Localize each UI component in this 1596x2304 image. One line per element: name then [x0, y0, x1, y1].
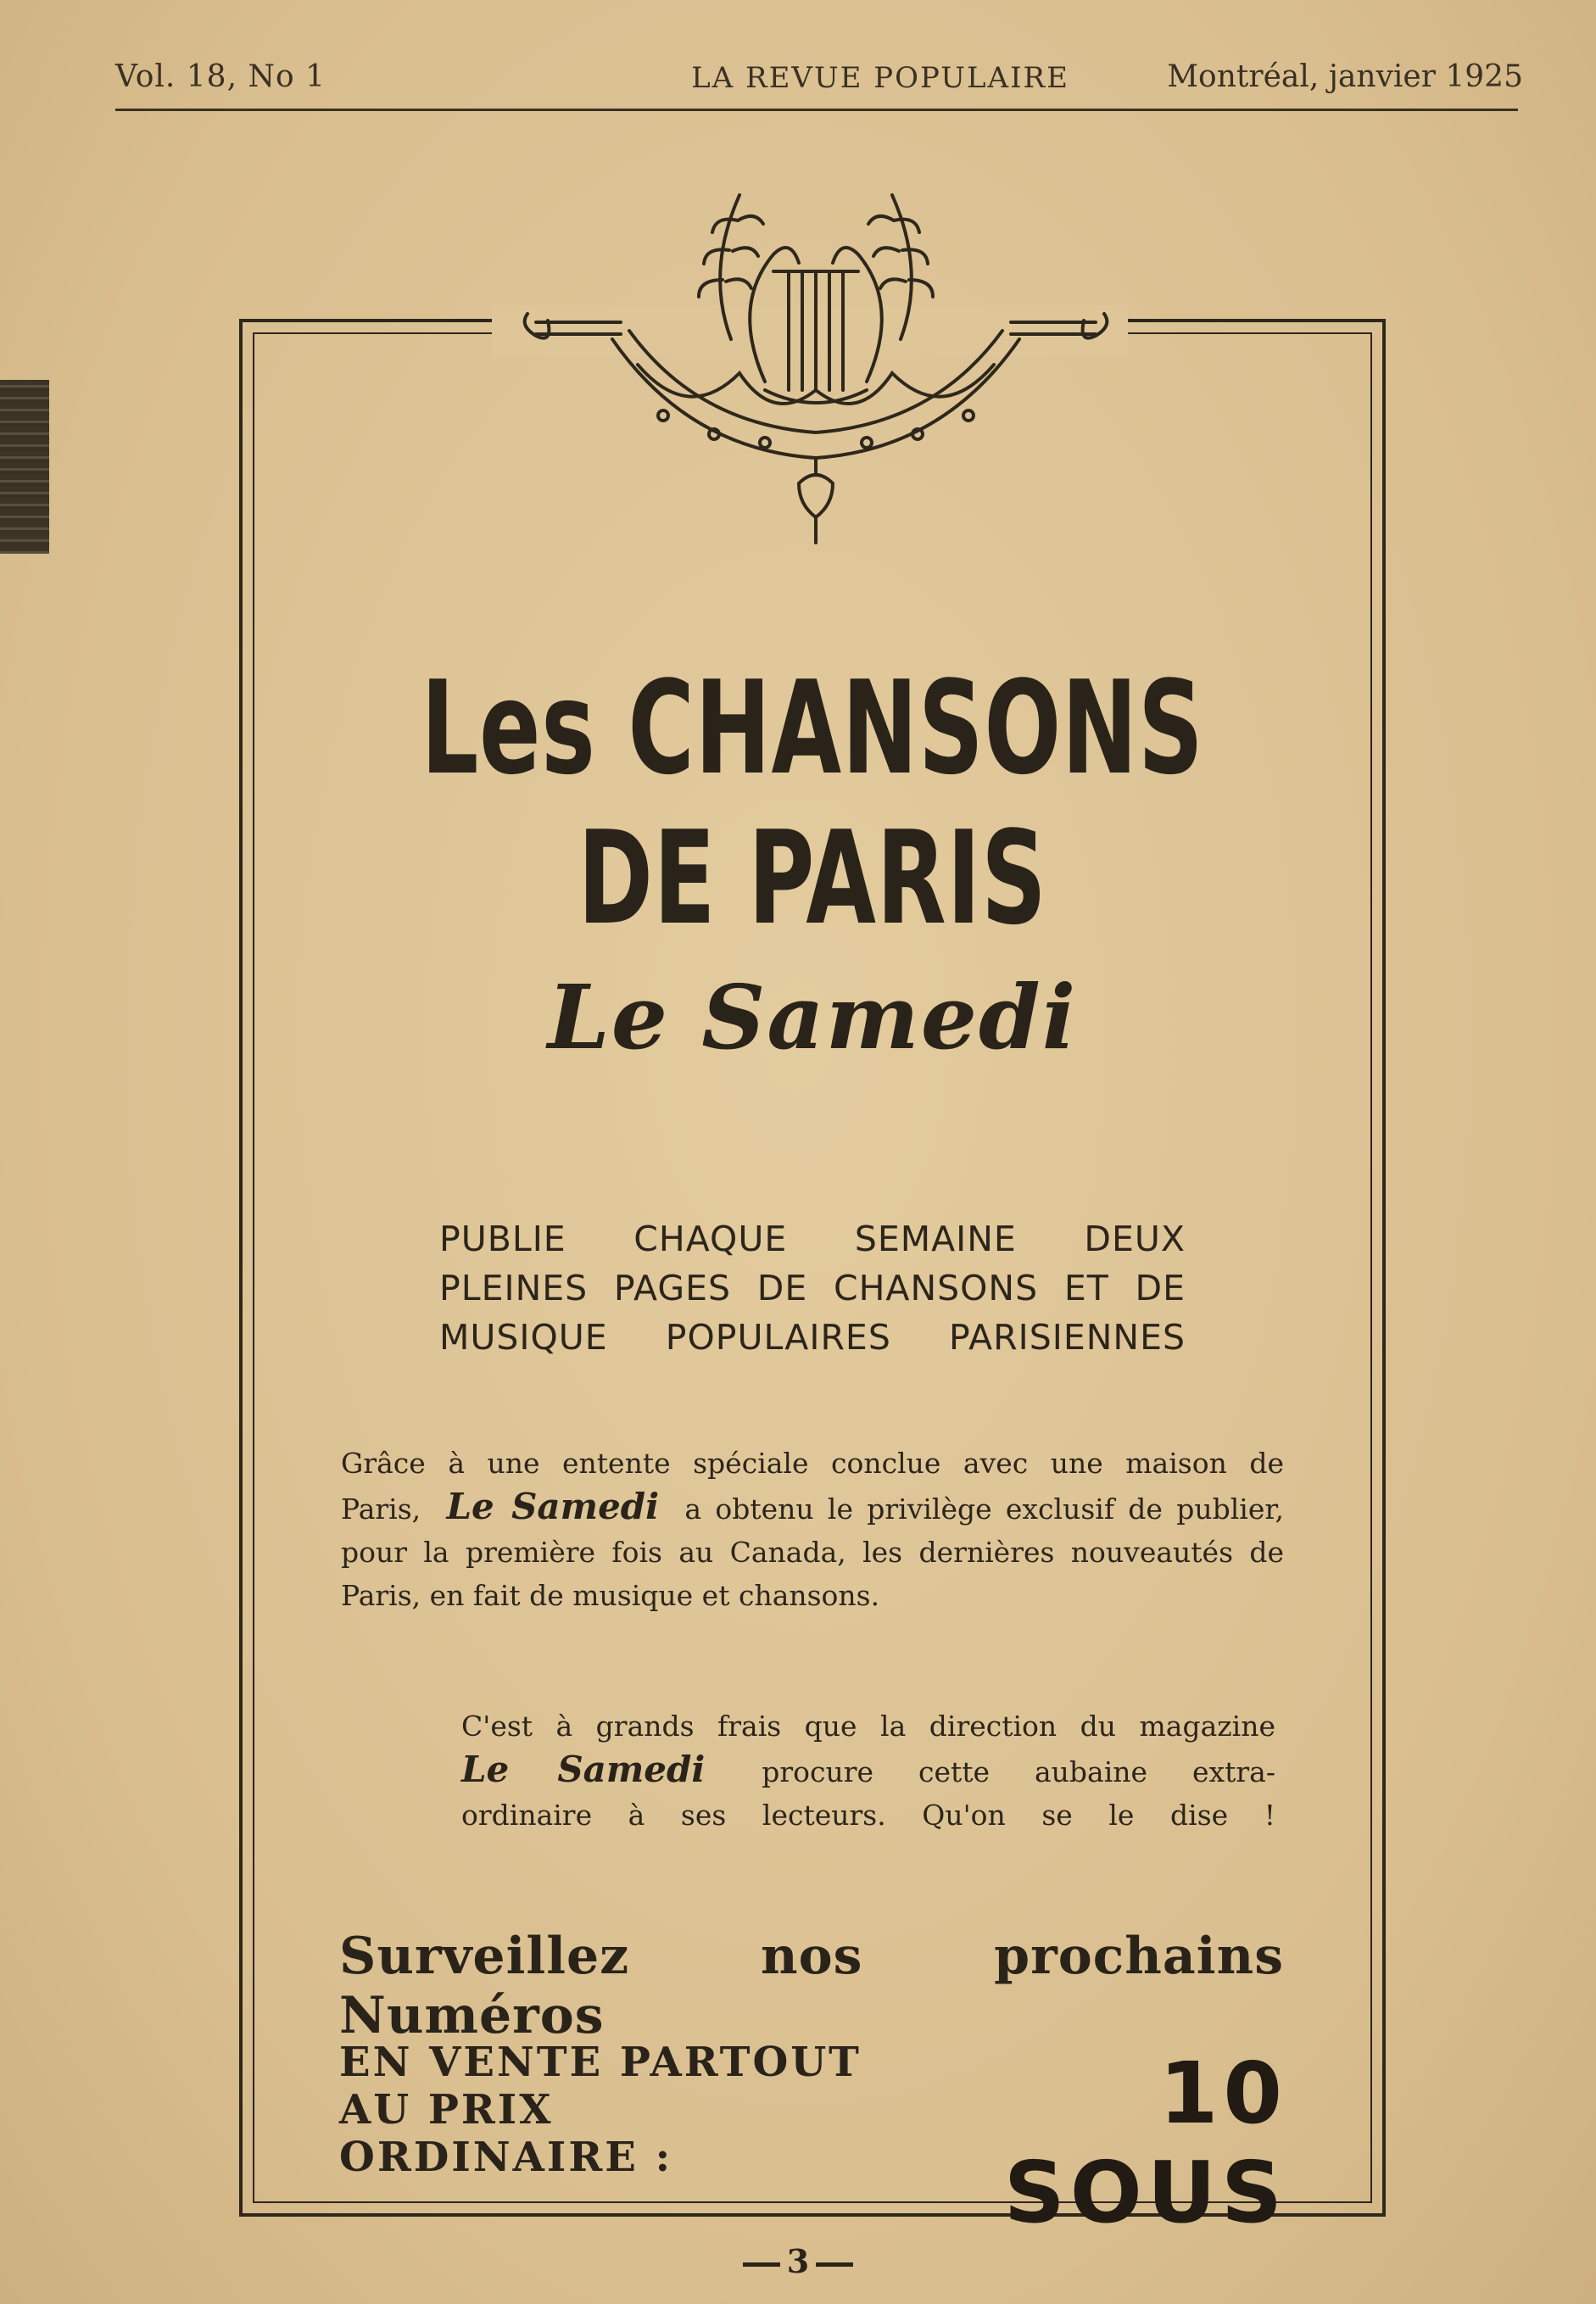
- ad-headline-caps: [439, 1214, 1186, 1362]
- caps-line: MUSIQUE POPULAIRES PARISIENNES: [439, 1317, 1186, 1358]
- caps-line: PUBLIE CHAQUE SEMAINE DEUX: [439, 1219, 1186, 1259]
- body-paragraph-2: [461, 1704, 1275, 1837]
- page-number: [730, 2242, 866, 2280]
- body-paragraph-1: [341, 1442, 1284, 1617]
- para1-line2-start: Paris,: [341, 1492, 421, 1526]
- publication-title: LA REVUE POPULAIRE: [691, 61, 1069, 95]
- page-number-dash: [816, 2262, 853, 2267]
- para2-line: ordinaire à ses lecteurs. Qu'on se le dise !: [461, 1799, 1275, 1832]
- para1-line: [341, 1485, 1284, 1531]
- para2-line: C'est à grands frais que la direction du magazine: [461, 1710, 1275, 1743]
- price: 10 SOUS: [1003, 2044, 1287, 2242]
- book-binding-edge: [0, 380, 49, 554]
- para2-line2-end: procure cette aubaine extra-: [762, 1755, 1275, 1788]
- para1-line: pour la première fois au Canada, les dernières nouveautés de: [341, 1536, 1284, 1569]
- issue-date: Montréal, janvier 1925: [1167, 59, 1523, 94]
- volume-number: Vol. 18, No 1: [115, 59, 326, 94]
- lyre-laurel-ornament-icon: [519, 170, 1113, 551]
- para2-line: [461, 1748, 1275, 1794]
- brand-inline-le-samedi: Le Samedi: [461, 1749, 706, 1790]
- sale-line: EN VENTE PARTOUT: [339, 2039, 862, 2086]
- sale-notice: [339, 2039, 865, 2181]
- running-header: [115, 59, 1523, 105]
- ad-title: Les CHANSONS DE PARIS: [421, 653, 1204, 953]
- watch-next-issues: Surveillez nos prochains Numéros: [339, 1927, 1284, 2045]
- caps-line: PLEINES PAGES DE CHANSONS ET DE: [439, 1268, 1186, 1308]
- para1-line: Paris, en fait de musique et chansons.: [341, 1579, 880, 1612]
- header-rule: [115, 109, 1518, 111]
- brand-inline-le-samedi: Le Samedi: [446, 1486, 660, 1527]
- para1-line: Grâce à une entente spéciale conclue avec une maison de: [341, 1447, 1284, 1480]
- sale-line: AU PRIX ORDINAIRE :: [339, 2086, 673, 2181]
- page-number-value: 3: [786, 2242, 810, 2280]
- para1-line2-end: a obtenu le privilège exclusif de publier,: [684, 1492, 1285, 1526]
- page-number-dash: [743, 2262, 780, 2267]
- brand-logo-le-samedi: Le Samedi: [547, 965, 1078, 1069]
